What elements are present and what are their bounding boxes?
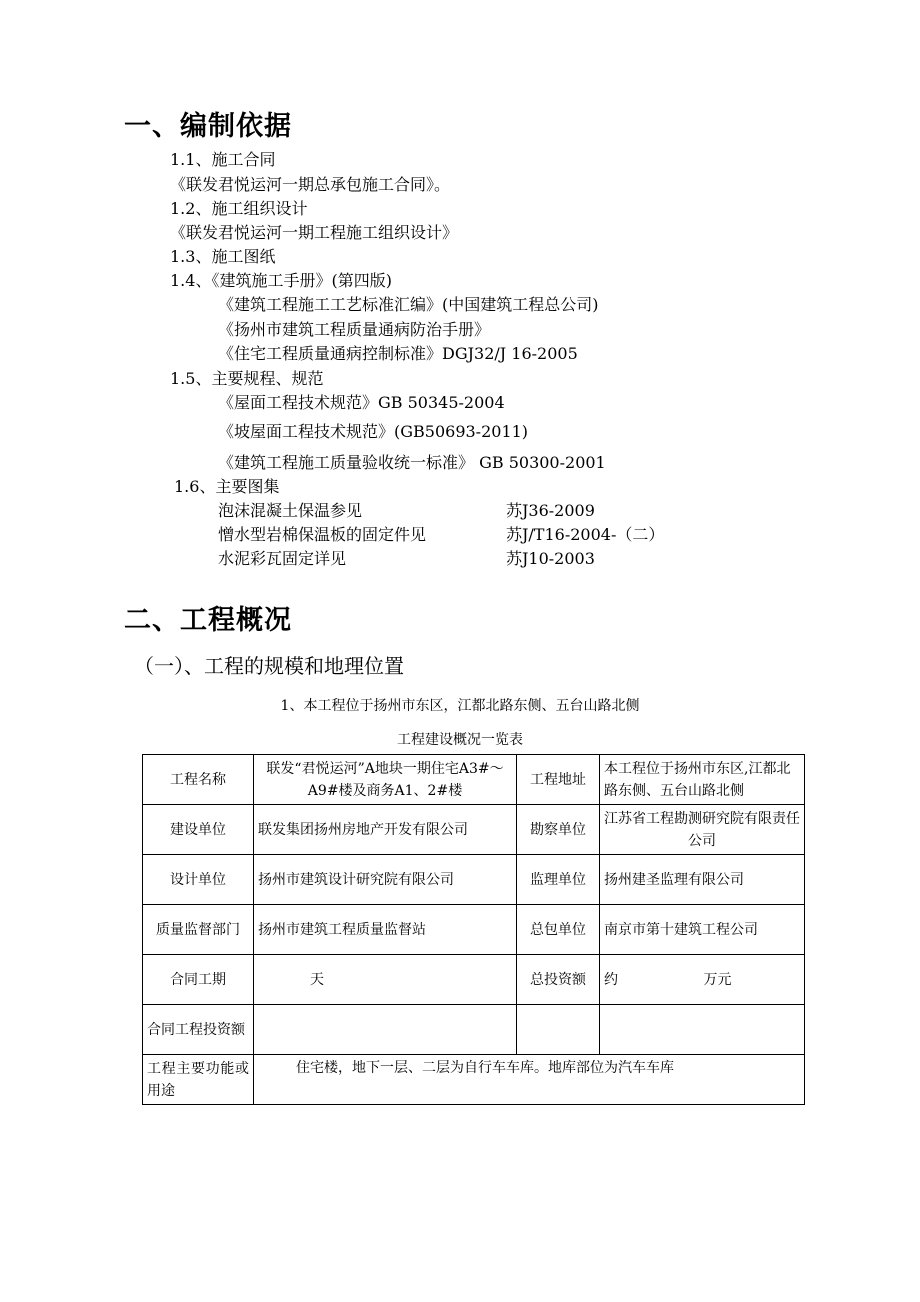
cell-label-designer: 设计单位 — [143, 855, 254, 905]
item-1-1: 1.1、施工合同 — [170, 150, 276, 169]
atlas-code-2: 苏J/T16-2004-（二） — [506, 525, 665, 544]
table-row — [143, 1055, 805, 1105]
item-acceptance-standard: 《建筑工程施工质量验收统一标准》 GB 50300-2001 — [218, 453, 606, 472]
cell-empty-b — [600, 1005, 805, 1055]
section1-title: 一、编制依据 — [124, 111, 292, 142]
cell-contract-period: 天 — [254, 955, 517, 1005]
section2-title: 二、工程概况 — [124, 605, 292, 636]
cell-contract-investment — [254, 1005, 517, 1055]
cell-project-name: 联发“君悦运河”A地块一期住宅A3#～A9#楼及商务A1、2#楼 — [254, 755, 517, 805]
table-row — [143, 955, 805, 1005]
atlas-code-3: 苏J10-2003 — [506, 549, 595, 568]
item-1-4: 1.4、《建筑施工手册》(第四版) — [170, 271, 392, 290]
item-1-3: 1.3、施工图纸 — [170, 247, 276, 266]
item-1-6: 1.6、主要图集 — [174, 477, 280, 496]
cell-supervisor: 扬州建圣监理有限公司 — [600, 855, 805, 905]
cell-quality-dept: 扬州市建筑工程质量监督站 — [254, 905, 517, 955]
cell-label-survey: 勘察单位 — [517, 805, 600, 855]
cell-label-supervisor: 监理单位 — [517, 855, 600, 905]
cell-owner: 联发集团扬州房地产开发有限公司 — [254, 805, 517, 855]
cell-general-contractor: 南京市第十建筑工程公司 — [600, 905, 805, 955]
table-row — [143, 755, 805, 805]
cell-label-contract-investment: 合同工程投资额 — [143, 1005, 254, 1055]
cell-investment-unit: 万元 — [670, 955, 805, 1005]
item-org-design: 《联发君悦运河一期工程施工组织设计》 — [170, 223, 459, 242]
cell-label-owner: 建设单位 — [143, 805, 254, 855]
cell-label-project-address: 工程地址 — [517, 755, 600, 805]
cell-function: 住宅楼，地下一层、二层为自行车车库。地库部位为汽车车库 — [254, 1055, 805, 1105]
table-row — [143, 1005, 805, 1055]
table-row — [143, 855, 805, 905]
table-caption: 工程建设概况一览表 — [397, 732, 523, 748]
item-contract: 《联发君悦运河一期总承包施工合同》。 — [170, 175, 451, 194]
item-residential-standard: 《住宅工程质量通病控制标准》DGJ32/J 16-2005 — [218, 344, 578, 363]
atlas-code-1: 苏J36-2009 — [506, 501, 595, 520]
cell-label-contract-period: 合同工期 — [143, 955, 254, 1005]
item-1-5: 1.5、主要规程、规范 — [170, 369, 324, 388]
cell-label-project-name: 工程名称 — [143, 755, 254, 805]
cell-label-quality-dept: 质量监督部门 — [143, 905, 254, 955]
table-row — [143, 905, 805, 955]
cell-label-general-contractor: 总包单位 — [517, 905, 600, 955]
table-row — [143, 805, 805, 855]
cell-label-function: 工程主要功能或用途 — [143, 1055, 254, 1105]
item-craft-standard: 《建筑工程施工工艺标准汇编》(中国建筑工程总公司) — [218, 295, 599, 314]
cell-project-address: 本工程位于扬州市东区,江都北路东侧、五台山路北侧 — [600, 755, 805, 805]
cell-survey: 江苏省工程勘测研究院有限责任公司 — [600, 805, 805, 855]
atlas-name-1: 泡沫混凝土保温参见 — [218, 501, 363, 520]
section2-subtitle: （一）、工程的规模和地理位置 — [134, 654, 404, 678]
cell-label-total-investment: 总投资额 — [517, 955, 600, 1005]
cell-investment-approx: 约 — [600, 955, 670, 1005]
item-1-2: 1.2、施工组织设计 — [170, 199, 308, 218]
location-line: 1、本工程位于扬州市东区，江都北路东侧、五台山路北侧 — [280, 698, 640, 714]
cell-designer: 扬州市建筑设计研究院有限公司 — [254, 855, 517, 905]
atlas-name-2: 憎水型岩棉保温板的固定件见 — [218, 525, 427, 544]
atlas-name-3: 水泥彩瓦固定详见 — [218, 549, 347, 568]
item-quality-manual: 《扬州市建筑工程质量通病防治手册》 — [218, 320, 491, 339]
project-overview-table — [142, 754, 805, 1105]
item-roof-spec: 《屋面工程技术规范》GB 50345-2004 — [218, 393, 505, 412]
cell-empty-a — [517, 1005, 600, 1055]
item-slope-roof-spec: 《坡屋面工程技术规范》(GB50693-2011) — [218, 422, 529, 441]
